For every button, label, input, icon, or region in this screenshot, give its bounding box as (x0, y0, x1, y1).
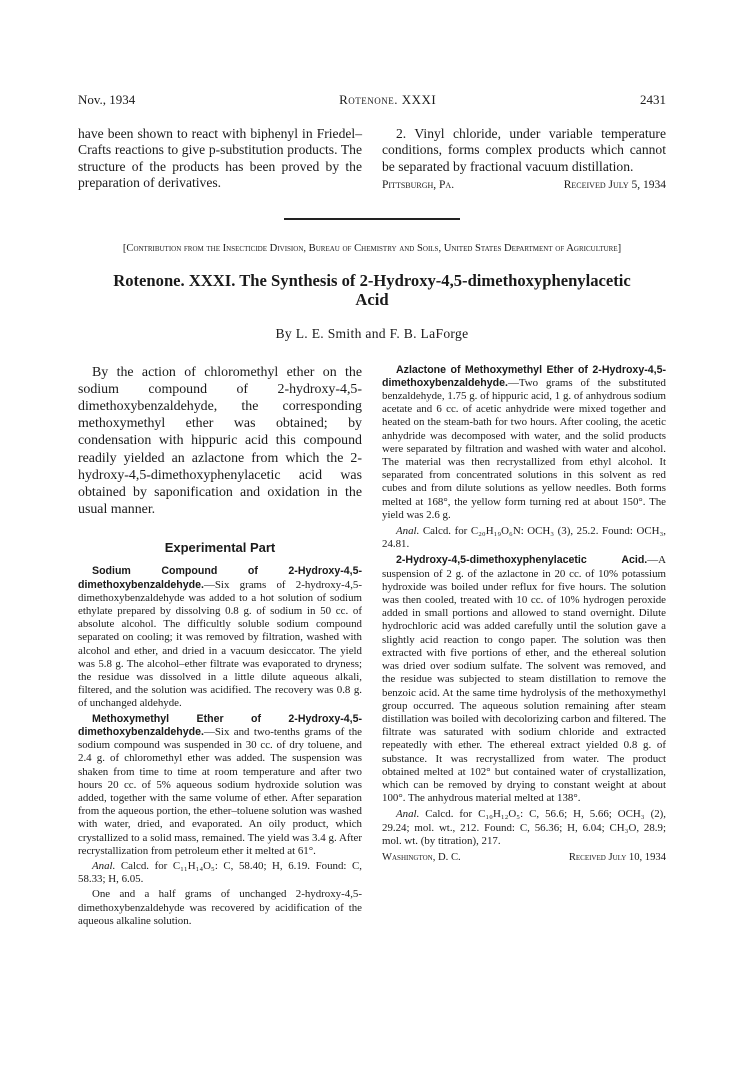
section-title: Experimental Part (164, 540, 276, 556)
paragraph (78, 888, 362, 928)
contribution-note: [Contribution from the Insecticide Division, Bureau of Chemistry and Soils, United States Department of Agriculture] (122, 242, 622, 254)
left-paragraphs (78, 565, 362, 927)
paragraph-text: Calcd. for C₁₀H₁₂O₅: C, 56.6; H, 5.66; OCH₃ (2), 29.24; mol. wt., 212. Found: C, 56.36; H, 6.04; CH₃O, 28.9; mol. wt. (by titration), 217. (382, 808, 666, 847)
sign-place: Washington, D. C. (382, 851, 461, 863)
paragraph (78, 860, 362, 886)
abstract: By the action of chloromethyl ether on the sodium compound of 2-hydroxy-4,5-dimethoxybenzaldehyde, the corresponding methoxymethyl ether was obtained; by condensation with hippuric acid this compound readily yielded an azlactone from which the 2-hydroxy-4,5-dimethoxyphenylacetic acid was obtained by saponification and oxidation in the usual manner. (78, 364, 362, 518)
analysis-label: Anal. (396, 808, 420, 821)
paragraph-heading: Azlactone of Methoxymethyl Ether of 2-Hydroxy-4,5-dimethoxybenzaldehyde. (382, 363, 666, 389)
top-received-date: Received July 5, 1934 (563, 179, 666, 192)
paragraph (382, 808, 666, 848)
top-left-text: have been shown to react with biphenyl in Friedel–Crafts reactions to give p-substitution products. The structure of the products has been proved by the preparation of derivatives. (78, 126, 362, 191)
top-left-column (78, 126, 362, 194)
paragraph-text: Calcd. for C₁₁H₁₄O₅: C, 58.40; H, 6.19. Found: C, 58.33; H, 6.05. (78, 859, 362, 886)
paragraph-heading: Sodium Compound of 2-Hydroxy-4,5-dimethoxybenzaldehyde. (78, 565, 362, 591)
paragraph (382, 554, 666, 805)
paragraph-text: —Six and two-tenths grams of the sodium compound was suspended in 30 cc. of dry toluene, and 2.4 g. of chloromethyl ether was added. The suspension was shaken from time to time at room temperature and after two hours 20 cc. of 5% aqueous sodium hydroxide solution was added, together with the same volume of ether. After separation from the aqueous portion, the ether–toluene solution was washed with water, dried, and evaporated. An oily product, which crystallized to a solid mass, remained. The yield was 3.4 g. After recrystallization from petroleum ether it melted at 61°. (78, 725, 362, 857)
paragraph-text: One and a half grams of unchanged 2-hydroxy-4,5-dimethoxybenzaldehyde was recovered by acidification of the aqueous alkaline solution. (78, 888, 362, 927)
paragraph-text: Calcd. for C₂₀H₁₉O₆N: OCH₃ (3), 25.2. Found: OCH₃, 24.81. (382, 525, 666, 551)
paragraph-heading: 2-Hydroxy-4,5-dimethoxyphenylacetic Acid. (396, 554, 648, 567)
right-column (382, 364, 666, 930)
analysis-label: Anal. (92, 859, 116, 872)
running-header (78, 92, 666, 110)
paragraph (78, 713, 362, 858)
top-place: Pittsburgh, Pa. (382, 179, 455, 192)
top-received-line (382, 177, 666, 193)
article-title: Rotenone. XXXI. The Synthesis of 2-Hydroxy-4,5-dimethoxyphenylacetic Acid (113, 270, 631, 309)
header-title: Rotenone. XXXI (339, 92, 437, 107)
article-authors: By L. E. Smith and F. B. LaForge (275, 325, 469, 341)
separator-rule (284, 218, 460, 220)
paragraph (382, 364, 666, 522)
paragraph-text: —A suspension of 2 g. of the azlactone in 20 cc. of 10% potassium hydroxide was boiled under reflux for five hours. The solution was then cooled, treated with 10 cc. of 10% hydrogen peroxide added in small portions and allowed to stand overnight. Dilute hydrochloric acid was added carefully until the solution gave a slightly acid reaction to congo paper. The solution was then extracted with five portions of ether, and the ethereal solution was dried over sodium sulfate. The solvent was removed, and the residue was subjected to steam distillation to remove the benzoic acid. At the same time hydrolysis of the methoxymethyl group occurred. The aqueous solution remaining after steam distillation was boiled with decolorizing carbon and filtered. The filtrate was saturated with sodium chloride and extracted repeatedly with ether. The ethereal extract yielded 0.8 g. of substance. It was recrystallized from water. The product obtained melted at 102° but contained water of crystallization, which can be removed by drying to constant weight at about 100°. The anhydrous material melted at 138°. (382, 554, 666, 805)
journal-page (78, 92, 666, 930)
paragraph (382, 525, 666, 551)
top-right-text: 2. Vinyl chloride, under variable temperature conditions, forms complex products which cannot be separated by fractional vacuum distillation. (382, 126, 666, 174)
paragraph (78, 565, 362, 710)
top-right-column (382, 126, 666, 194)
paragraph-heading: Methoxymethyl Ether of 2-Hydroxy-4,5-dimethoxybenzaldehyde. (78, 712, 362, 738)
paragraph-text: —Two grams of the substituted benzaldehyde, 1.75 g. of hippuric acid, 1 g. of anhydrous sodium acetate and 6 cc. of acetic anhydride were mixed together and heated on the steam-bath for two hours. After cooling, the acetic anhydride was decomposed with water, and the solid products were separated by filtration and washed with water and alcohol. The material was then recrystallized from ethyl alcohol. It separated from concentrated solutions in this solvent as red cubes and from dilute solutions as yellow needles. Both forms melted at 168°, the yellow form turning red at about 150°. The yield was 2.6 g. (382, 376, 666, 521)
paragraph-text: —Six grams of 2-hydroxy-4,5-dimethoxybenzaldehyde was added to a hot solution of sodium ethylate prepared by dissolving 0.8 g. of sodium in 50 cc. of absolute alcohol. The difficultly soluble sodium compound separated on cooling; it was removed by filtration, washed with alcohol and ether, and dried in a vacuum desiccator. The yield was 5.8 g. The alcohol–ether filtrate was evaporated to dryness; the residue was dissolved in a little dilute aqueous alkali, filtered, and the solution was acidified. The recovery was 0.8 g. of unchanged aldehyde. (78, 578, 362, 710)
sign-received-date: Received July 10, 1934 (568, 851, 666, 863)
analysis-label: Anal. (396, 525, 420, 538)
header-date: Nov., 1934 (78, 92, 136, 107)
left-column (78, 364, 362, 930)
right-paragraphs (382, 364, 666, 848)
previous-article-end (78, 126, 666, 194)
signature-line (382, 852, 666, 863)
article-body (78, 364, 666, 930)
page-number: 2431 (639, 92, 666, 107)
